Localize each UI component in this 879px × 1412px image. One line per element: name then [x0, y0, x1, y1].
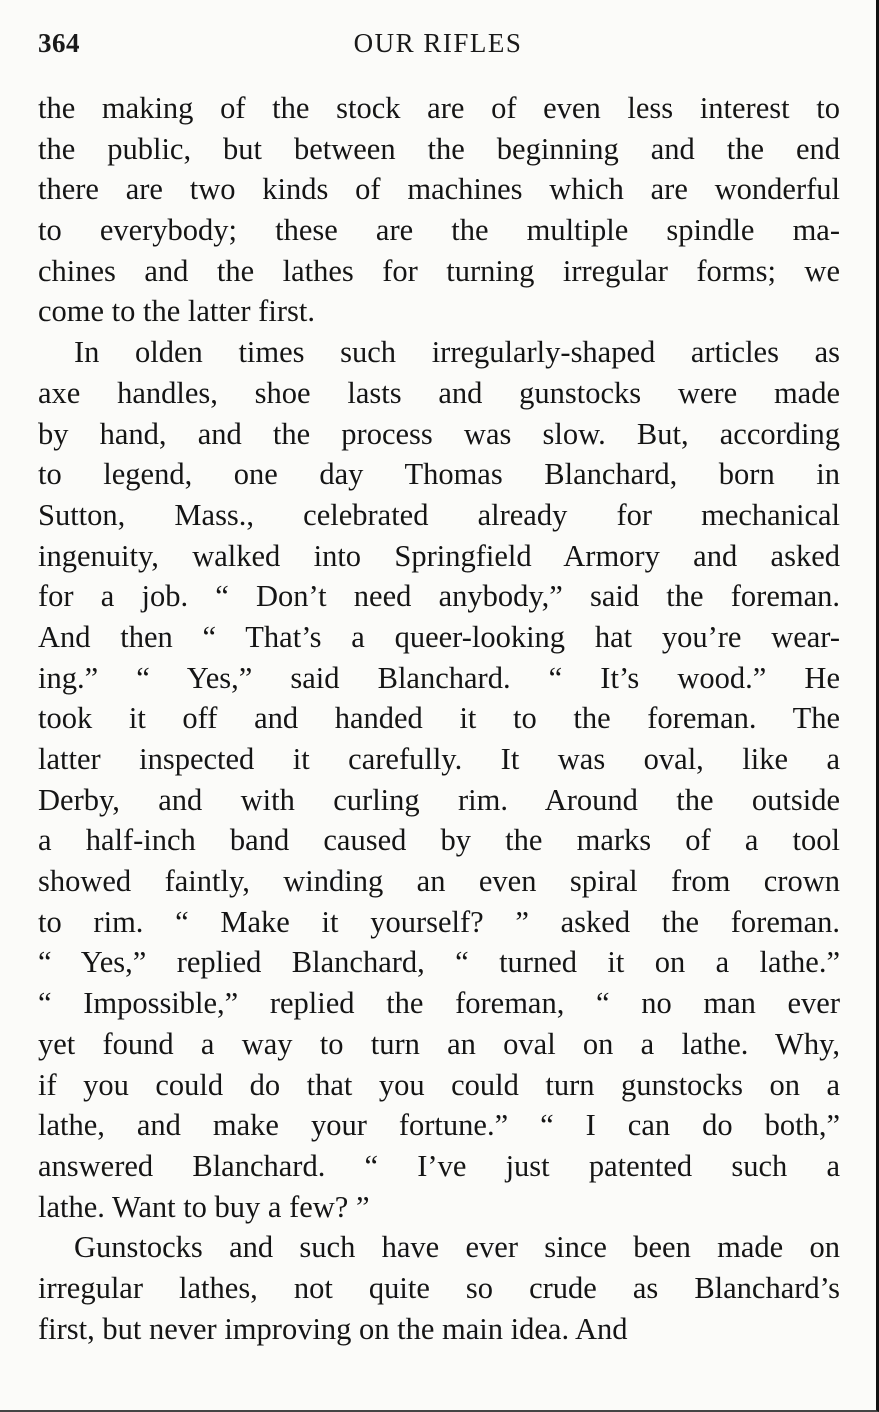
text-line: to rim. “ Make it yourself? ” asked the foreman.	[38, 904, 840, 939]
text-line: by hand, and the process was slow. But, according	[38, 416, 840, 451]
body-text	[38, 88, 840, 1349]
text-line: first, but never improving on the main idea. And	[38, 1311, 628, 1346]
text-line: latter inspected it carefully. It was oval, like a	[38, 742, 840, 776]
text-line: to legend, one day Thomas Blanchard, born in	[38, 457, 840, 492]
text-line: the public, but between the beginning and the end	[38, 131, 840, 166]
text-line: And then “ That’s a queer-looking hat you’re wear-	[38, 619, 840, 654]
text-line: “ Impossible,” replied the foreman, “ no man ever	[38, 986, 840, 1021]
paragraph	[38, 1227, 840, 1349]
text-line: Gunstocks and such have ever since been made on	[74, 1230, 840, 1265]
page-header	[38, 28, 838, 68]
text-line: ingenuity, walked into Springfield Armory and asked	[38, 538, 840, 573]
text-line: showed faintly, winding an even spiral from crown	[38, 864, 840, 899]
page-number: 364	[38, 28, 80, 58]
text-line: Derby, and with curling rim. Around the outside	[38, 782, 840, 817]
text-line: a half-inch band caused by the marks of a tool	[38, 823, 840, 858]
text-line: the making of the stock are of even less interest to	[38, 91, 840, 125]
text-line: took it off and handed it to the foreman. The	[38, 701, 840, 736]
text-line: to everybody; these are the multiple spindle ma-	[38, 213, 840, 248]
running-head: OUR RIFLES	[353, 28, 523, 58]
text-line: come to the latter first.	[38, 294, 315, 329]
text-line: chines and the lathes for turning irregular forms; we	[38, 253, 840, 288]
text-line: if you could do that you could turn gunstocks on a	[38, 1067, 840, 1102]
text-line: lathe. Want to buy a few? ”	[38, 1189, 370, 1224]
text-line: In olden times such irregularly-shaped articles as	[74, 335, 840, 370]
text-line: axe handles, shoe lasts and gunstocks were made	[38, 375, 840, 410]
text-line: answered Blanchard. “ I’ve just patented such a	[38, 1148, 840, 1183]
text-line: “ Yes,” replied Blanchard, “ turned it on a lathe.”	[38, 945, 840, 980]
text-line: ing.” “ Yes,” said Blanchard. “ It’s wood.” He	[38, 660, 840, 695]
paragraph	[38, 88, 840, 332]
text-line: for a job. “ Don’t need anybody,” said the foreman.	[38, 579, 840, 614]
text-line: there are two kinds of machines which are wonderful	[38, 172, 840, 207]
text-line: yet found a way to turn an oval on a lathe. Why,	[38, 1026, 840, 1061]
paragraph	[38, 332, 840, 1227]
text-line: irregular lathes, not quite so crude as Blanchard’s	[38, 1270, 840, 1305]
text-line: Sutton, Mass., celebrated already for mechanical	[38, 497, 840, 532]
text-line: lathe, and make your fortune.” “ I can do both,”	[38, 1108, 840, 1143]
